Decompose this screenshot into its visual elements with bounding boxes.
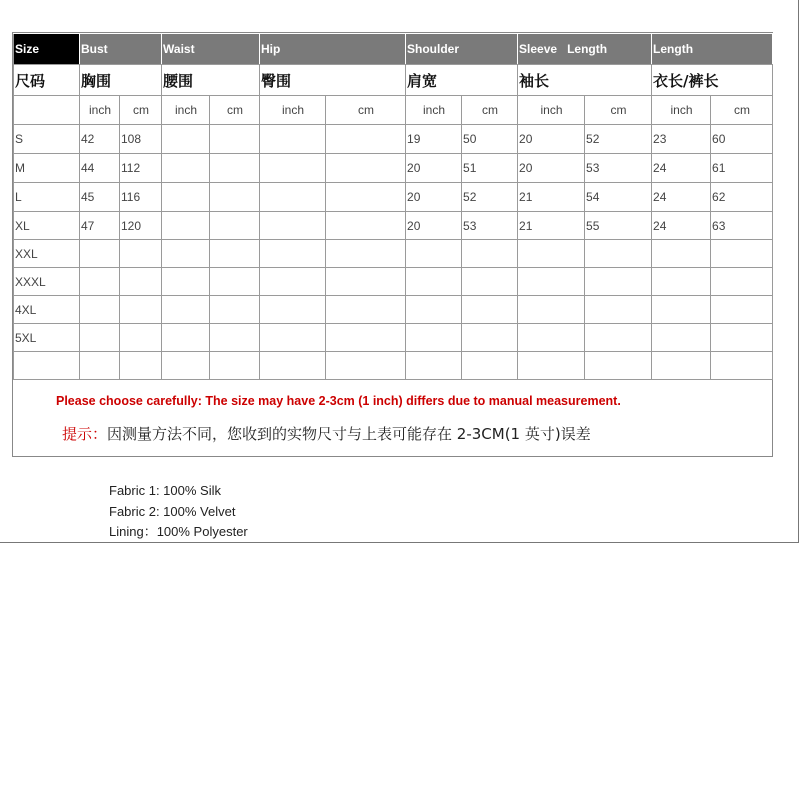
empty-cell [162, 212, 210, 240]
fabric-line: Lining：100% Polyester [109, 524, 248, 539]
empty-cell [326, 240, 406, 268]
cell-sleeve-inch: 21 [518, 212, 585, 240]
unit-cm: cm [462, 96, 518, 125]
cell-shoulder-inch: 20 [406, 154, 462, 183]
unit-inch: inch [518, 96, 585, 125]
empty-cell [326, 324, 406, 352]
header-sleeve-length: Sleeve Length [518, 34, 652, 65]
empty-cell [652, 352, 711, 380]
header-row-chinese [14, 65, 773, 96]
empty-cell [406, 240, 462, 268]
cell-bust-cm: 112 [120, 154, 162, 183]
empty-cell [260, 154, 326, 183]
unit-inch: inch [652, 96, 711, 125]
cell-bust-inch: 45 [80, 183, 120, 212]
empty-cell [210, 183, 260, 212]
cell-shoulder-cm: 51 [462, 154, 518, 183]
empty-cell [326, 125, 406, 154]
size-label [14, 352, 80, 380]
table-row [14, 296, 773, 324]
unit-row [14, 96, 773, 125]
unit-cm: cm [120, 96, 162, 125]
cell-length-inch: 24 [652, 183, 711, 212]
empty-cell [711, 296, 773, 324]
cell-sleeve-cm: 55 [585, 212, 652, 240]
empty-cell [585, 296, 652, 324]
unit-cm: cm [585, 96, 652, 125]
size-chart [12, 32, 773, 457]
empty-cell [462, 268, 518, 296]
size-label: XL [14, 212, 80, 240]
header-size-zh: 尺码 [14, 65, 80, 96]
header-waist: Waist [162, 34, 260, 65]
size-label: 4XL [14, 296, 80, 324]
table-row [14, 212, 773, 240]
unit-cm: cm [210, 96, 260, 125]
empty-cell [162, 125, 210, 154]
cell-shoulder-inch: 19 [406, 125, 462, 154]
empty-cell [406, 296, 462, 324]
empty-cell [711, 352, 773, 380]
empty-cell [162, 183, 210, 212]
empty-cell [652, 296, 711, 324]
table-row [14, 324, 773, 352]
empty-cell [260, 324, 326, 352]
empty-cell [260, 212, 326, 240]
header-sleeve-zh: 袖长 [518, 65, 652, 96]
empty-cell [406, 268, 462, 296]
empty-cell [462, 352, 518, 380]
empty-cell [260, 268, 326, 296]
warning-chinese [62, 423, 591, 444]
cell-shoulder-inch: 20 [406, 183, 462, 212]
empty-cell [326, 268, 406, 296]
size-label: S [14, 125, 80, 154]
empty-cell [518, 240, 585, 268]
cell-length-cm: 63 [711, 212, 773, 240]
cell-sleeve-cm: 53 [585, 154, 652, 183]
table-row [14, 240, 773, 268]
fabric-line: Fabric 2: 100% Velvet [109, 503, 236, 519]
cell-shoulder-cm: 53 [462, 212, 518, 240]
cell-sleeve-cm: 54 [585, 183, 652, 212]
empty-cell [120, 352, 162, 380]
empty-cell [585, 352, 652, 380]
cell-bust-inch: 44 [80, 154, 120, 183]
header-length-zh: 衣长/裤长 [652, 65, 773, 96]
empty-cell [406, 324, 462, 352]
empty-cell [518, 268, 585, 296]
empty-cell [120, 324, 162, 352]
table-row [14, 125, 773, 154]
empty-cell [652, 240, 711, 268]
empty-cell [462, 324, 518, 352]
cell-bust-inch: 42 [80, 125, 120, 154]
empty-cell [462, 240, 518, 268]
cell-sleeve-inch: 20 [518, 154, 585, 183]
header-shoulder-zh: 肩宽 [406, 65, 518, 96]
cell-length-inch: 24 [652, 154, 711, 183]
unit-inch: inch [80, 96, 120, 125]
cell-bust-cm: 108 [120, 125, 162, 154]
empty-cell [210, 240, 260, 268]
empty-cell [711, 324, 773, 352]
table-row [14, 268, 773, 296]
cell-shoulder-inch: 20 [406, 212, 462, 240]
size-label: M [14, 154, 80, 183]
cell-length-inch: 24 [652, 212, 711, 240]
cell-length-cm: 60 [711, 125, 773, 154]
empty-cell [326, 296, 406, 324]
size-table [13, 33, 773, 380]
header-bust-zh: 胸围 [80, 65, 162, 96]
empty-cell [210, 154, 260, 183]
tip-label: 提示： [62, 425, 108, 443]
empty-cell [260, 125, 326, 154]
empty-cell [326, 352, 406, 380]
header-hip-zh: 臀围 [260, 65, 406, 96]
cell-bust-inch: 47 [80, 212, 120, 240]
cell-length-inch: 23 [652, 125, 711, 154]
empty-cell [80, 268, 120, 296]
fabric-line: Fabric 1: 100% Silk [109, 483, 221, 498]
empty-cell [585, 324, 652, 352]
empty-cell [260, 240, 326, 268]
cell-sleeve-cm: 52 [585, 125, 652, 154]
header-shoulder: Shoulder [406, 34, 518, 65]
cell-sleeve-inch: 21 [518, 183, 585, 212]
header-waist-zh: 腰围 [162, 65, 260, 96]
cell-length-cm: 61 [711, 154, 773, 183]
size-label: L [14, 183, 80, 212]
empty-cell [326, 212, 406, 240]
empty-cell [210, 268, 260, 296]
empty-cell [326, 183, 406, 212]
unit-cm: cm [711, 96, 773, 125]
size-label: XXXL [14, 268, 80, 296]
unit-cm: cm [326, 96, 406, 125]
empty-cell [260, 352, 326, 380]
empty-cell [406, 352, 462, 380]
size-label: 5XL [14, 324, 80, 352]
empty-cell [518, 296, 585, 324]
cell-length-cm: 62 [711, 183, 773, 212]
cell-shoulder-cm: 52 [462, 183, 518, 212]
empty-cell [162, 240, 210, 268]
unit-inch: inch [406, 96, 462, 125]
unit-inch: inch [260, 96, 326, 125]
empty-cell [120, 296, 162, 324]
empty-cell [210, 324, 260, 352]
empty-cell [162, 154, 210, 183]
empty-cell [162, 324, 210, 352]
empty-cell [711, 268, 773, 296]
empty-cell [210, 125, 260, 154]
empty-cell [80, 296, 120, 324]
tip-text: 因测量方法不同，您收到的实物尺寸与上表可能存在 2-3CM(1 英寸)误差 [107, 425, 591, 443]
empty-cell [711, 240, 773, 268]
empty-cell [80, 324, 120, 352]
header-size: Size [14, 34, 80, 65]
header-hip: Hip [260, 34, 406, 65]
empty-cell [120, 268, 162, 296]
unit-blank [14, 96, 80, 125]
table-row [14, 183, 773, 212]
header-row-english [14, 34, 773, 65]
empty-cell [162, 352, 210, 380]
cell-sleeve-inch: 20 [518, 125, 585, 154]
empty-cell [260, 296, 326, 324]
cell-bust-cm: 116 [120, 183, 162, 212]
size-label: XXL [14, 240, 80, 268]
empty-cell [585, 268, 652, 296]
cell-bust-cm: 120 [120, 212, 162, 240]
table-row [14, 154, 773, 183]
unit-inch: inch [162, 96, 210, 125]
empty-cell [260, 183, 326, 212]
table-row [14, 352, 773, 380]
empty-cell [585, 240, 652, 268]
empty-cell [210, 352, 260, 380]
cell-shoulder-cm: 50 [462, 125, 518, 154]
fabric-info [109, 481, 248, 543]
warning-english: Please choose carefully: The size may have 2-3cm (1 inch) differs due to manual measurement. [56, 394, 621, 408]
empty-cell [210, 296, 260, 324]
empty-cell [652, 268, 711, 296]
empty-cell [518, 324, 585, 352]
empty-cell [120, 240, 162, 268]
empty-cell [326, 154, 406, 183]
empty-cell [80, 352, 120, 380]
header-bust: Bust [80, 34, 162, 65]
empty-cell [162, 268, 210, 296]
empty-cell [652, 324, 711, 352]
empty-cell [210, 212, 260, 240]
header-length: Length [652, 34, 773, 65]
empty-cell [80, 240, 120, 268]
empty-cell [162, 296, 210, 324]
empty-cell [462, 296, 518, 324]
empty-cell [518, 352, 585, 380]
